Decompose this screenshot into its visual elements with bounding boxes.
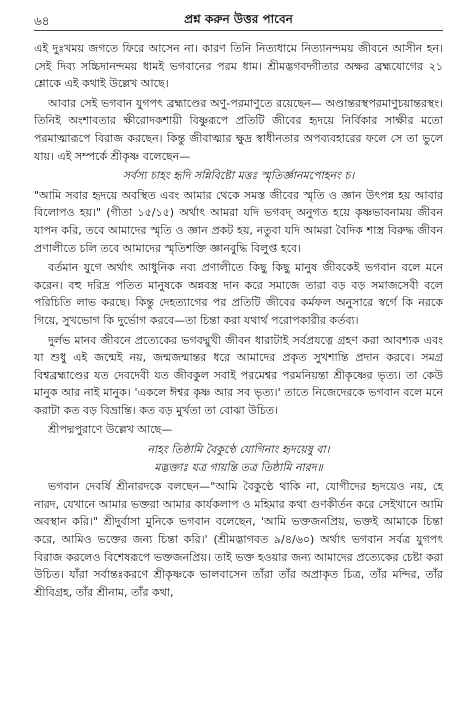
running-title: প্রশ্ন করুন উত্তর পাবেন [184,12,293,26]
paragraph: "আমি সবার হৃদয়ে অবস্থিত এবং আমার থেকে সমস্ত জীবের স্মৃতি ও জ্ঞান উৎপন্ন হয় আবার বিলোপও হয়।" (গীতা ১৫/১৫) অর্থাৎ আমরা যদি ভগবদ্ অনুগত হয়ে কৃষ্ণভাবনাময় জীবন যাপন করি, তবে আমাদের স্মৃতি ও জ্ঞান প্রকট হয়, নতুবা যদি আমরা বৈদিক শাস্ত্র বিরুদ্ধ জীবন প্রণালীতে চলি তবে আমাদের স্মৃতিশক্তি জ্ঞানবুদ্ধি বিলুপ্ত হবে। [34,188,443,255]
paragraph: বর্তমান যুগে অর্থাৎ আধুনিক নব্য প্রণালীতে কিছু কিছু মানুষ জীবকেই ভগবান বলে মনে করেন। বহু দরিদ্র পতিত মানুষকে অন্নবস্ত্র দান করে সমাজে তারা বড় বড় সমাজসেবী বলে পরিচিতি লাভ করছে। কিন্তু দেহত্যাগের পর প্রতিটি জীবের কর্মফল অনুসারে স্বর্গে কি নরকে গিয়ে, সুখভোগ কি দুর্ভোগ করবে—তা চিন্তা করা যথার্থ পরোপকারীর কর্তব্য। [34,261,443,327]
paragraph: ভগবান দেবর্ষি শ্রীনারদকে বলছেন—"আমি বৈকুণ্ঠে থাকি না, যোগীদের হৃদয়েও নয়, হে নারদ, যেখানে আমার ভক্তরা আমার কার্যকলাপ ও মহিমার কথা গুণকীর্তন করে সেইখানে আমি অবস্থান করি।" শ্রীদুর্বাসা মুনিকে ভগবান বলেছেন, 'আমি ভক্তজনপ্রিয়, ভক্তই আমাকে চিন্তা করে, আমিও ভক্তের জন্য চিন্তা করি।' (শ্রীমদ্ভাগবত ৯/৪/৬০) অর্থাৎ ভগবান সর্বত্র যুগপৎ বিরাজ করলেও বিশেষরূপে ভক্তজনপ্রিয়। তাই ভক্ত হওয়ার জন্য আমাদের প্রত্যেকের চেষ্টা করা উচিত। যাঁরা সর্বান্তঃকরণে শ্রীকৃষ্ণকে ভালবাসেন তাঁরা তাঁর অপ্রাকৃত চিত্র, তাঁর মন্দির, তাঁর শ্রীবিগ্রহ, তাঁর শ্রীনাম, তাঁর কথা, [34,480,443,599]
verse-quote [34,167,443,185]
verse-line: নাহং তিষ্ঠামি বৈকুণ্ঠে যোগিনাং হৃদয়েষু বা। [147,443,330,457]
verse-line: সর্বস্য চাহং হৃদি সন্নিবিষ্টো মত্তঃ স্মৃতির্জ্ঞানমপোহনং চ। [122,169,355,183]
verse-line: মদ্ভক্তাঃ যত্র গায়ন্তি তত্র তিষ্ঠামি নারদ॥ [154,460,323,474]
paragraph: আবার সেই ভগবান যুগপৎ ব্রহ্মাণ্ডের অণু-পরমাণুতে রয়েছেন— অণ্ডান্তরস্থপরমাণুচয়ান্তরস্থং। তিনিই অংশাবতার ক্ষীরোদকশায়ী বিষ্ণুরূপে প্রতিটি জীবের হৃদয়ে নির্বিকার সাক্ষীর মতো পরমাত্মারূপে বিরাজ করছেন। কিন্তু জীবাত্মার ক্ষুদ্র স্বাধীনতার অপব্যবহারের ফলে সে তা ভুলে যায়। এই সম্পর্কে শ্রীকৃষ্ণ বলেছেন— [34,96,443,163]
paragraph: দুর্লভ মানব জীবনে প্রত্যেকের ভগবদ্মুখী জীবন ধারাটাই সর্বপ্রযত্নে গ্রহণ করা আবশ্যক এবং যা শুধু এই জন্মেই নয়, জন্মজন্মান্তর ধরে আমাদের প্রকৃত সুখশান্তি প্রদান করবে। সমগ্র বিশ্বব্রহ্মাণ্ডের যত দেবদেবী যত জীবকুল সবাই পরমেশ্বর পরমনিয়ন্তা শ্রীকৃষ্ণের ভৃত্য। তা কেউ মানুক আর নাই মানুক। 'একলে ঈশ্বর কৃষ্ণ আর সব ভৃত্য।' তাতে নিজেদেরকে ভগবান বলে মনে করাটা কত বড় বিভ্রান্তি। কত বড় মুর্খতা তা বোঝা উচিত। [34,333,443,417]
verse-quote [34,441,443,476]
header-divider [34,30,443,31]
page-body [34,40,443,601]
paragraph: এই দুঃখময় জগতে ফিরে আসেন না। কারণ তিনি নিত্যধামে নিত্যানন্দময় জীবনে আসীন হন। সেই দিব্য সচ্চিদানন্দময় ধামই ভগবানের পরম ধাম। শ্রীমদ্ভগবদ্গীতার অক্ষর ব্রহ্মযোগের ২১ শ্লোকে এই কথাই উল্লেখ আছে। [34,42,443,91]
page-number: ৬৪ [34,14,50,28]
page-header [34,0,443,40]
paragraph: শ্রীপদ্মপুরাণে উল্লেখ আছে— [48,423,173,437]
